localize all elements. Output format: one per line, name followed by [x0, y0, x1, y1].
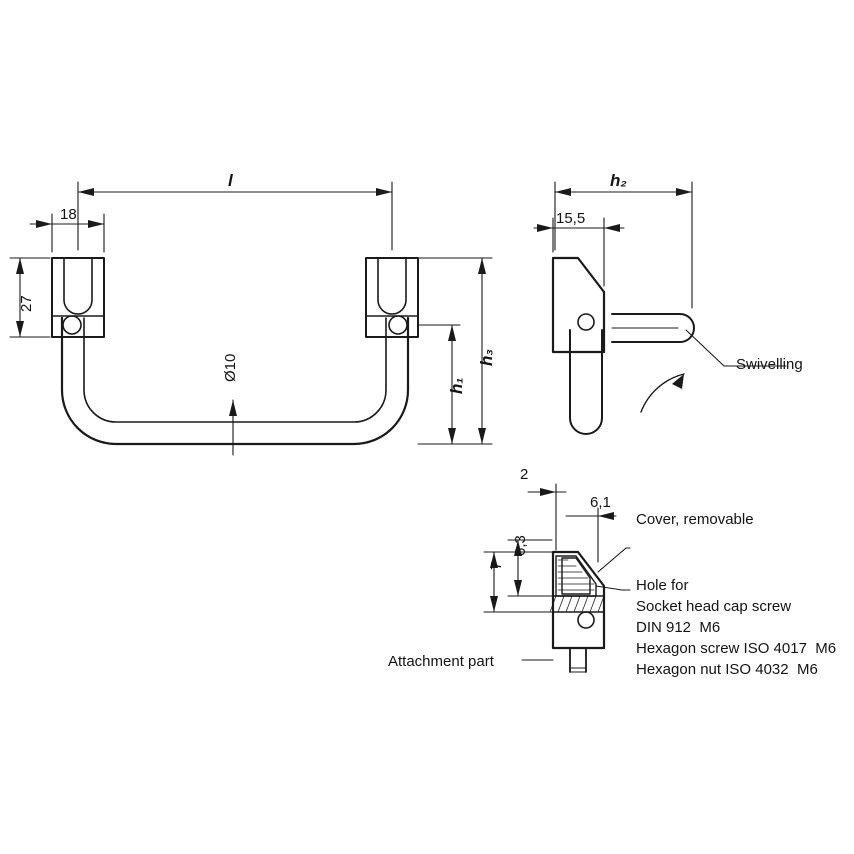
dimension-label-15-5: 15,5 — [556, 210, 586, 227]
side-view-dimensions — [534, 182, 692, 308]
dimension-label-18: 18 — [60, 206, 77, 223]
detail-view-geometry — [522, 548, 630, 672]
callout-hexagon-screw-iso-4017: Hexagon screw ISO 4017 M6 — [636, 640, 837, 657]
dimension-label-h2: h₂ — [610, 171, 627, 190]
callout-attachment-part: Attachment part — [388, 653, 494, 670]
dimension-label-27: 27 — [18, 295, 35, 312]
callout-hole-for: Hole for — [636, 577, 689, 594]
side-view-geometry — [553, 258, 786, 434]
front-view-geometry — [52, 258, 418, 444]
dimension-label-h1: h₁ — [447, 377, 466, 394]
dimension-label-6-1: 6,1 — [590, 494, 611, 511]
callout-swivelling: Swivelling — [736, 356, 803, 373]
dimension-label-6-3: 6,3 — [512, 535, 529, 556]
dimension-label-l: l — [228, 171, 233, 190]
callout-din-912-m6: DIN 912 M6 — [636, 619, 721, 636]
dimension-label-7: 7 — [488, 561, 505, 570]
front-view-dimensions — [10, 182, 492, 455]
dimension-label-2: 2 — [520, 466, 529, 483]
dimension-label-dia10: Ø10 — [222, 353, 239, 382]
callout-socket-head-cap-screw: Socket head cap screw — [636, 598, 792, 615]
dimension-label-h3: h₃ — [477, 349, 496, 366]
callout-cover-removable: Cover, removable — [636, 511, 754, 528]
callout-hexagon-nut-iso-4032: Hexagon nut ISO 4032 M6 — [636, 661, 818, 678]
